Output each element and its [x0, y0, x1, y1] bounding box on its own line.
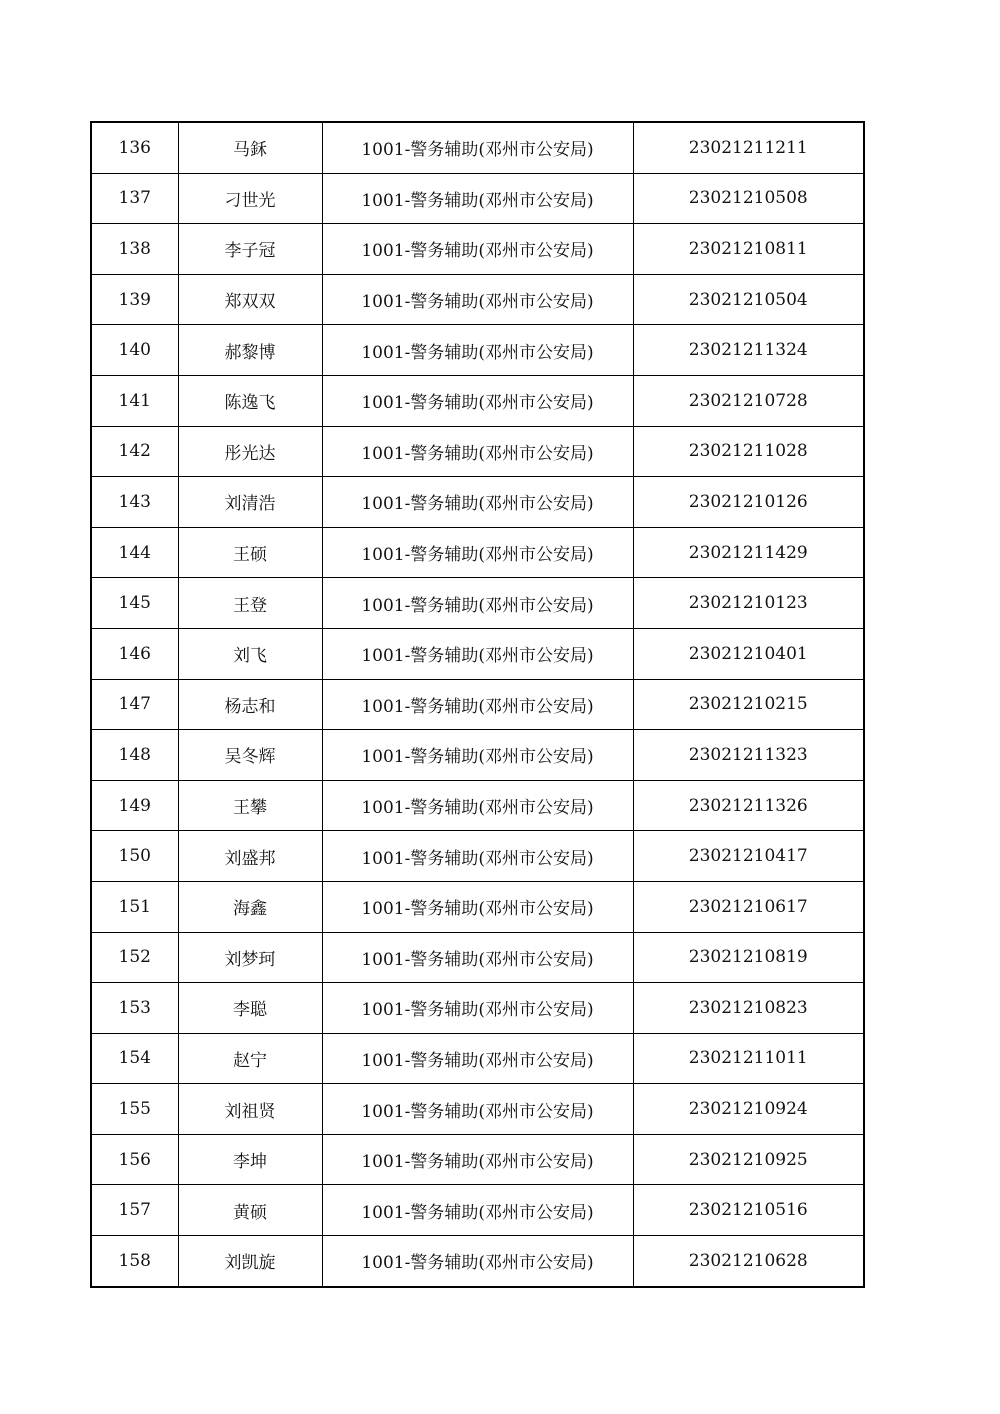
position-cell: 1001-警务辅助(邓州市公安局): [322, 578, 633, 629]
row-number-cell: 138: [91, 224, 178, 275]
admission-ticket-cell: 23021210401: [633, 628, 864, 679]
table-row: [91, 1134, 864, 1185]
position-cell: 1001-警务辅助(邓州市公安局): [322, 881, 633, 932]
row-number-cell: 141: [91, 375, 178, 426]
candidate-name-cell: 王登: [178, 578, 322, 629]
row-number-cell: 140: [91, 325, 178, 376]
position-cell: 1001-警务辅助(邓州市公安局): [322, 527, 633, 578]
table-row: [91, 831, 864, 882]
table-row: [91, 1084, 864, 1135]
position-cell: 1001-警务辅助(邓州市公安局): [322, 325, 633, 376]
candidate-name-cell: 刘清浩: [178, 477, 322, 528]
position-cell: 1001-警务辅助(邓州市公安局): [322, 1185, 633, 1236]
position-cell: 1001-警务辅助(邓州市公安局): [322, 1236, 633, 1287]
row-number-cell: 157: [91, 1185, 178, 1236]
table-row: [91, 730, 864, 781]
candidate-name-cell: 刘盛邦: [178, 831, 322, 882]
admission-ticket-cell: 23021211326: [633, 780, 864, 831]
candidate-name-cell: 郝黎博: [178, 325, 322, 376]
candidate-name-cell: 赵宁: [178, 1033, 322, 1084]
row-number-cell: 147: [91, 679, 178, 730]
roster-table-body: [91, 122, 864, 1287]
candidate-name-cell: 吴冬辉: [178, 730, 322, 781]
admission-ticket-cell: 23021211429: [633, 527, 864, 578]
row-number-cell: 143: [91, 477, 178, 528]
row-number-cell: 146: [91, 628, 178, 679]
position-cell: 1001-警务辅助(邓州市公安局): [322, 983, 633, 1034]
row-number-cell: 152: [91, 932, 178, 983]
table-row: [91, 122, 864, 173]
table-row: [91, 679, 864, 730]
position-cell: 1001-警务辅助(邓州市公安局): [322, 932, 633, 983]
admission-ticket-cell: 23021211323: [633, 730, 864, 781]
row-number-cell: 154: [91, 1033, 178, 1084]
admission-ticket-cell: 23021210823: [633, 983, 864, 1034]
admission-ticket-cell: 23021211011: [633, 1033, 864, 1084]
position-cell: 1001-警务辅助(邓州市公安局): [322, 1033, 633, 1084]
row-number-cell: 148: [91, 730, 178, 781]
admission-ticket-cell: 23021210215: [633, 679, 864, 730]
candidate-name-cell: 刘梦珂: [178, 932, 322, 983]
row-number-cell: 145: [91, 578, 178, 629]
candidate-name-cell: 海鑫: [178, 881, 322, 932]
row-number-cell: 158: [91, 1236, 178, 1287]
table-row: [91, 274, 864, 325]
table-row: [91, 1033, 864, 1084]
table-row: [91, 628, 864, 679]
position-cell: 1001-警务辅助(邓州市公安局): [322, 122, 633, 173]
admission-ticket-cell: 23021210628: [633, 1236, 864, 1287]
candidate-name-cell: 陈逸飞: [178, 375, 322, 426]
position-cell: 1001-警务辅助(邓州市公安局): [322, 831, 633, 882]
candidate-name-cell: 刁世光: [178, 173, 322, 224]
table-row: [91, 578, 864, 629]
admission-ticket-cell: 23021210924: [633, 1084, 864, 1135]
candidate-name-cell: 刘凯旋: [178, 1236, 322, 1287]
candidate-name-cell: 马鉌: [178, 122, 322, 173]
admission-ticket-cell: 23021210417: [633, 831, 864, 882]
admission-ticket-cell: 23021210617: [633, 881, 864, 932]
admission-ticket-cell: 23021210123: [633, 578, 864, 629]
table-row: [91, 983, 864, 1034]
admission-ticket-cell: 23021211028: [633, 426, 864, 477]
roster-table: [90, 121, 865, 1288]
table-row: [91, 1185, 864, 1236]
position-cell: 1001-警务辅助(邓州市公安局): [322, 375, 633, 426]
admission-ticket-cell: 23021210811: [633, 224, 864, 275]
position-cell: 1001-警务辅助(邓州市公安局): [322, 628, 633, 679]
candidate-name-cell: 刘飞: [178, 628, 322, 679]
candidate-name-cell: 李子冠: [178, 224, 322, 275]
candidate-name-cell: 王攀: [178, 780, 322, 831]
candidate-name-cell: 彤光达: [178, 426, 322, 477]
candidate-name-cell: 李聪: [178, 983, 322, 1034]
position-cell: 1001-警务辅助(邓州市公安局): [322, 679, 633, 730]
candidate-name-cell: 李坤: [178, 1134, 322, 1185]
position-cell: 1001-警务辅助(邓州市公安局): [322, 426, 633, 477]
admission-ticket-cell: 23021210819: [633, 932, 864, 983]
position-cell: 1001-警务辅助(邓州市公安局): [322, 274, 633, 325]
row-number-cell: 142: [91, 426, 178, 477]
candidate-name-cell: 郑双双: [178, 274, 322, 325]
admission-ticket-cell: 23021210504: [633, 274, 864, 325]
candidate-name-cell: 杨志和: [178, 679, 322, 730]
row-number-cell: 153: [91, 983, 178, 1034]
admission-ticket-cell: 23021210925: [633, 1134, 864, 1185]
row-number-cell: 139: [91, 274, 178, 325]
row-number-cell: 149: [91, 780, 178, 831]
position-cell: 1001-警务辅助(邓州市公安局): [322, 224, 633, 275]
table-row: [91, 1236, 864, 1287]
row-number-cell: 156: [91, 1134, 178, 1185]
table-row: [91, 527, 864, 578]
row-number-cell: 155: [91, 1084, 178, 1135]
row-number-cell: 144: [91, 527, 178, 578]
table-row: [91, 325, 864, 376]
table-row: [91, 881, 864, 932]
row-number-cell: 136: [91, 122, 178, 173]
table-row: [91, 375, 864, 426]
table-row: [91, 173, 864, 224]
position-cell: 1001-警务辅助(邓州市公安局): [322, 1084, 633, 1135]
position-cell: 1001-警务辅助(邓州市公安局): [322, 730, 633, 781]
admission-ticket-cell: 23021210508: [633, 173, 864, 224]
position-cell: 1001-警务辅助(邓州市公安局): [322, 477, 633, 528]
admission-ticket-cell: 23021210728: [633, 375, 864, 426]
row-number-cell: 137: [91, 173, 178, 224]
table-row: [91, 780, 864, 831]
position-cell: 1001-警务辅助(邓州市公安局): [322, 173, 633, 224]
candidate-name-cell: 刘祖贤: [178, 1084, 322, 1135]
admission-ticket-cell: 23021210516: [633, 1185, 864, 1236]
row-number-cell: 151: [91, 881, 178, 932]
candidate-name-cell: 黄硕: [178, 1185, 322, 1236]
candidate-name-cell: 王硕: [178, 527, 322, 578]
table-row: [91, 932, 864, 983]
position-cell: 1001-警务辅助(邓州市公安局): [322, 1134, 633, 1185]
row-number-cell: 150: [91, 831, 178, 882]
table-row: [91, 426, 864, 477]
table-row: [91, 477, 864, 528]
position-cell: 1001-警务辅助(邓州市公安局): [322, 780, 633, 831]
table-row: [91, 224, 864, 275]
admission-ticket-cell: 23021211324: [633, 325, 864, 376]
admission-ticket-cell: 23021211211: [633, 122, 864, 173]
admission-ticket-cell: 23021210126: [633, 477, 864, 528]
